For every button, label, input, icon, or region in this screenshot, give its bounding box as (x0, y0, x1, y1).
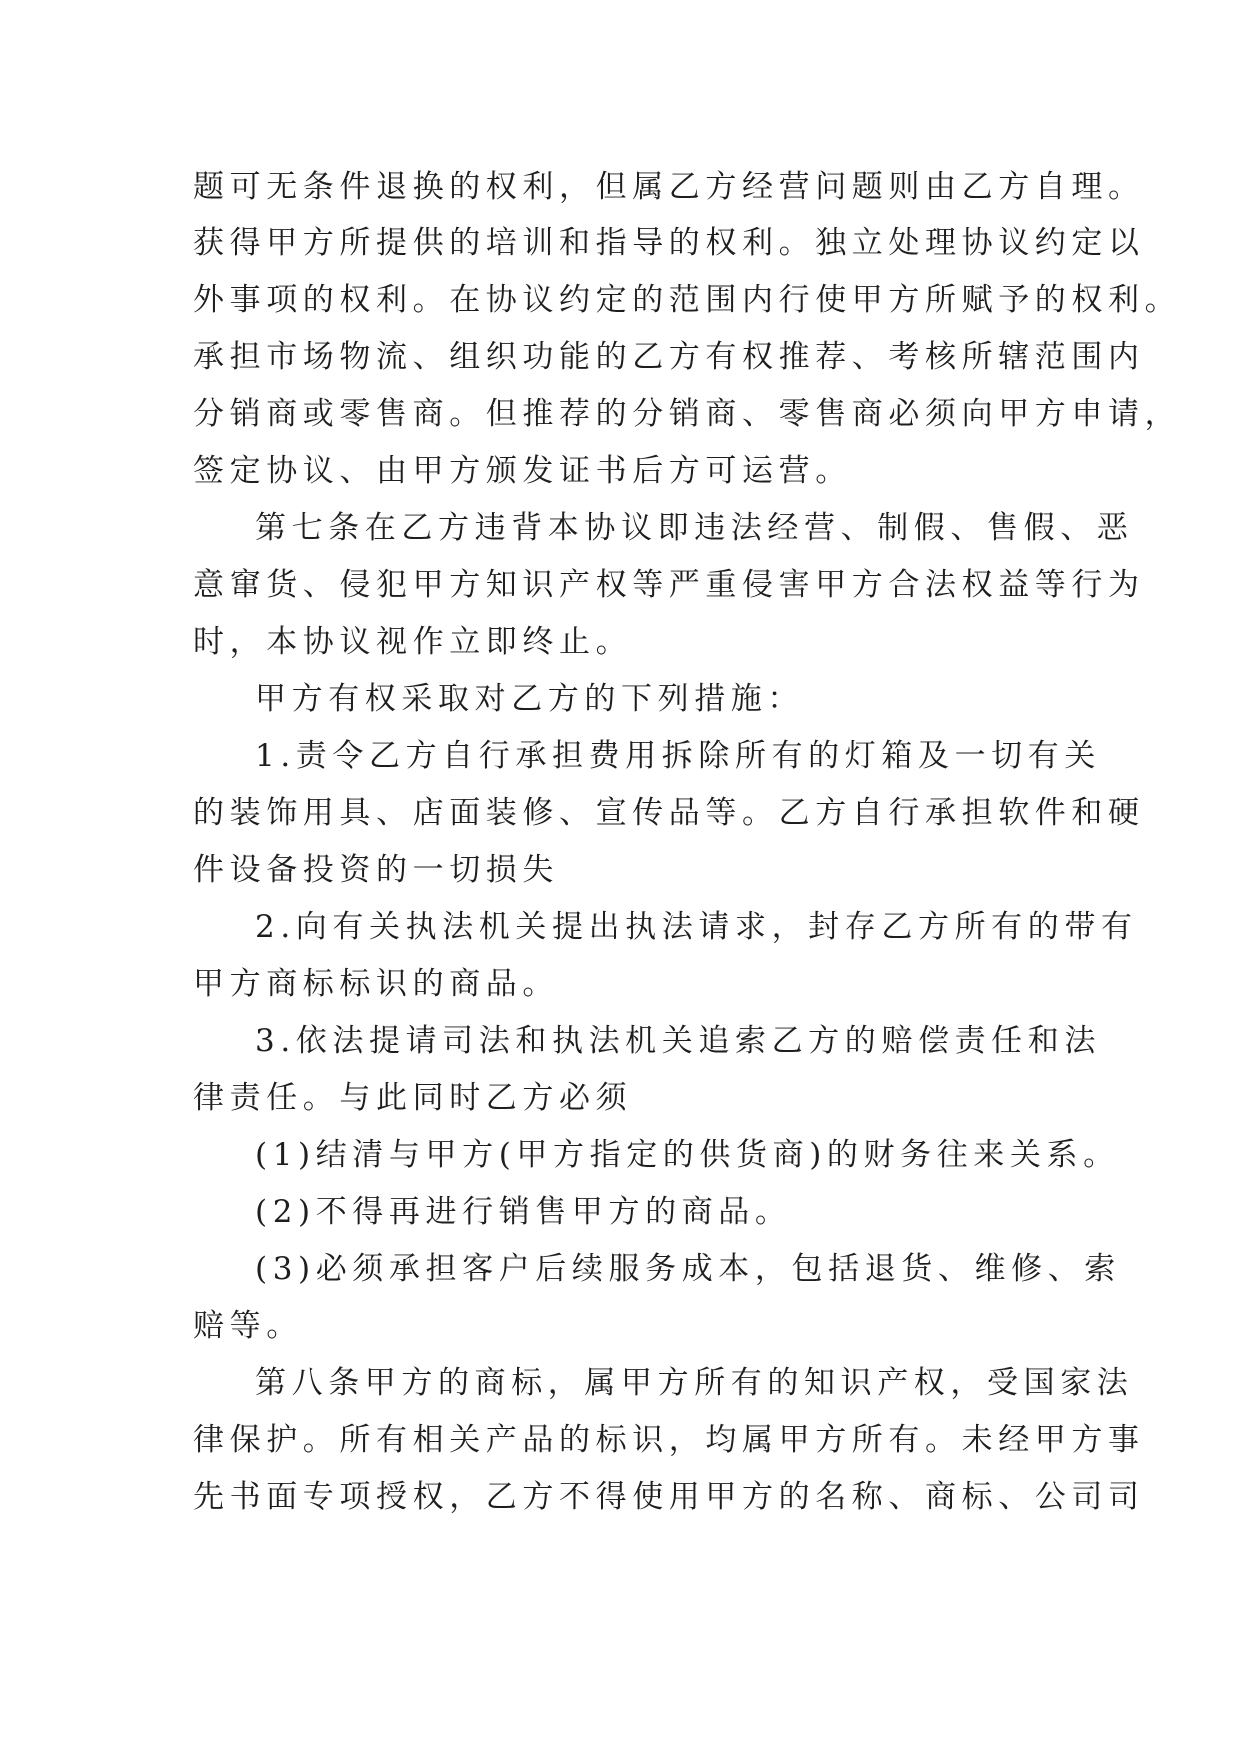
list-item-line: 2.向有关执法机关提出执法请求，封存乙方所有的带有 (255, 909, 1138, 945)
paragraph-start-line: 甲方有权采取对乙方的下列措施： (255, 681, 804, 717)
paragraph-start-line: 第八条甲方的商标，属甲方所有的知识产权，受国家法 (255, 1365, 1134, 1401)
text-line: 律责任。与此同时乙方必须 (193, 1080, 633, 1116)
text-line: 签定协议、由甲方颁发证书后方可运营。 (193, 453, 852, 489)
text-line: 的装饰用具、店面装修、宣传品等。乙方自行承担软件和硬 (193, 795, 1145, 831)
text-line: 承担市场物流、组织功能的乙方有权推荐、考核所辖范围内 (193, 339, 1145, 375)
sub-item-line: (2)不得再进行销售甲方的商品。 (255, 1194, 792, 1230)
text-line: 题可无条件退换的权利，但属乙方经营问题则由乙方自理。 (193, 169, 1145, 205)
text-line: 先书面专项授权，乙方不得使用甲方的名称、商标、公司司 (193, 1479, 1145, 1515)
text-line: 甲方商标标识的商品。 (193, 966, 559, 1002)
text-line: 意窜货、侵犯甲方知识产权等严重侵害甲方合法权益等行为 (193, 567, 1145, 603)
list-item-line: 3.依法提请司法和执法机关追索乙方的赔偿责任和法 (255, 1023, 1101, 1059)
text-line: 律保护。所有相关产品的标识，均属甲方所有。未经甲方事 (193, 1422, 1145, 1458)
text-line: 件设备投资的一切损失 (193, 852, 559, 888)
text-line: 分销商或零售商。但推荐的分销商、零售商必须向甲方申请， (193, 396, 1182, 432)
text-line: 赔等。 (193, 1308, 303, 1344)
text-line: 外事项的权利。在协议约定的范围内行使甲方所赋予的权利。 (193, 282, 1182, 318)
sub-item-line: (1)结清与甲方(甲方指定的供货商)的财务往来关系。 (255, 1137, 1120, 1173)
text-line: 时，本协议视作立即终止。 (193, 624, 633, 660)
text-line: 获得甲方所提供的培训和指导的权利。独立处理协议约定以 (193, 225, 1145, 261)
paragraph-start-line: 第七条在乙方违背本协议即违法经营、制假、售假、恶 (255, 510, 1134, 546)
list-item-line: 1.责令乙方自行承担费用拆除所有的灯箱及一切有关 (255, 738, 1101, 774)
sub-item-line: (3)必须承担客户后续服务成本，包括退货、维修、索 (255, 1251, 1121, 1287)
